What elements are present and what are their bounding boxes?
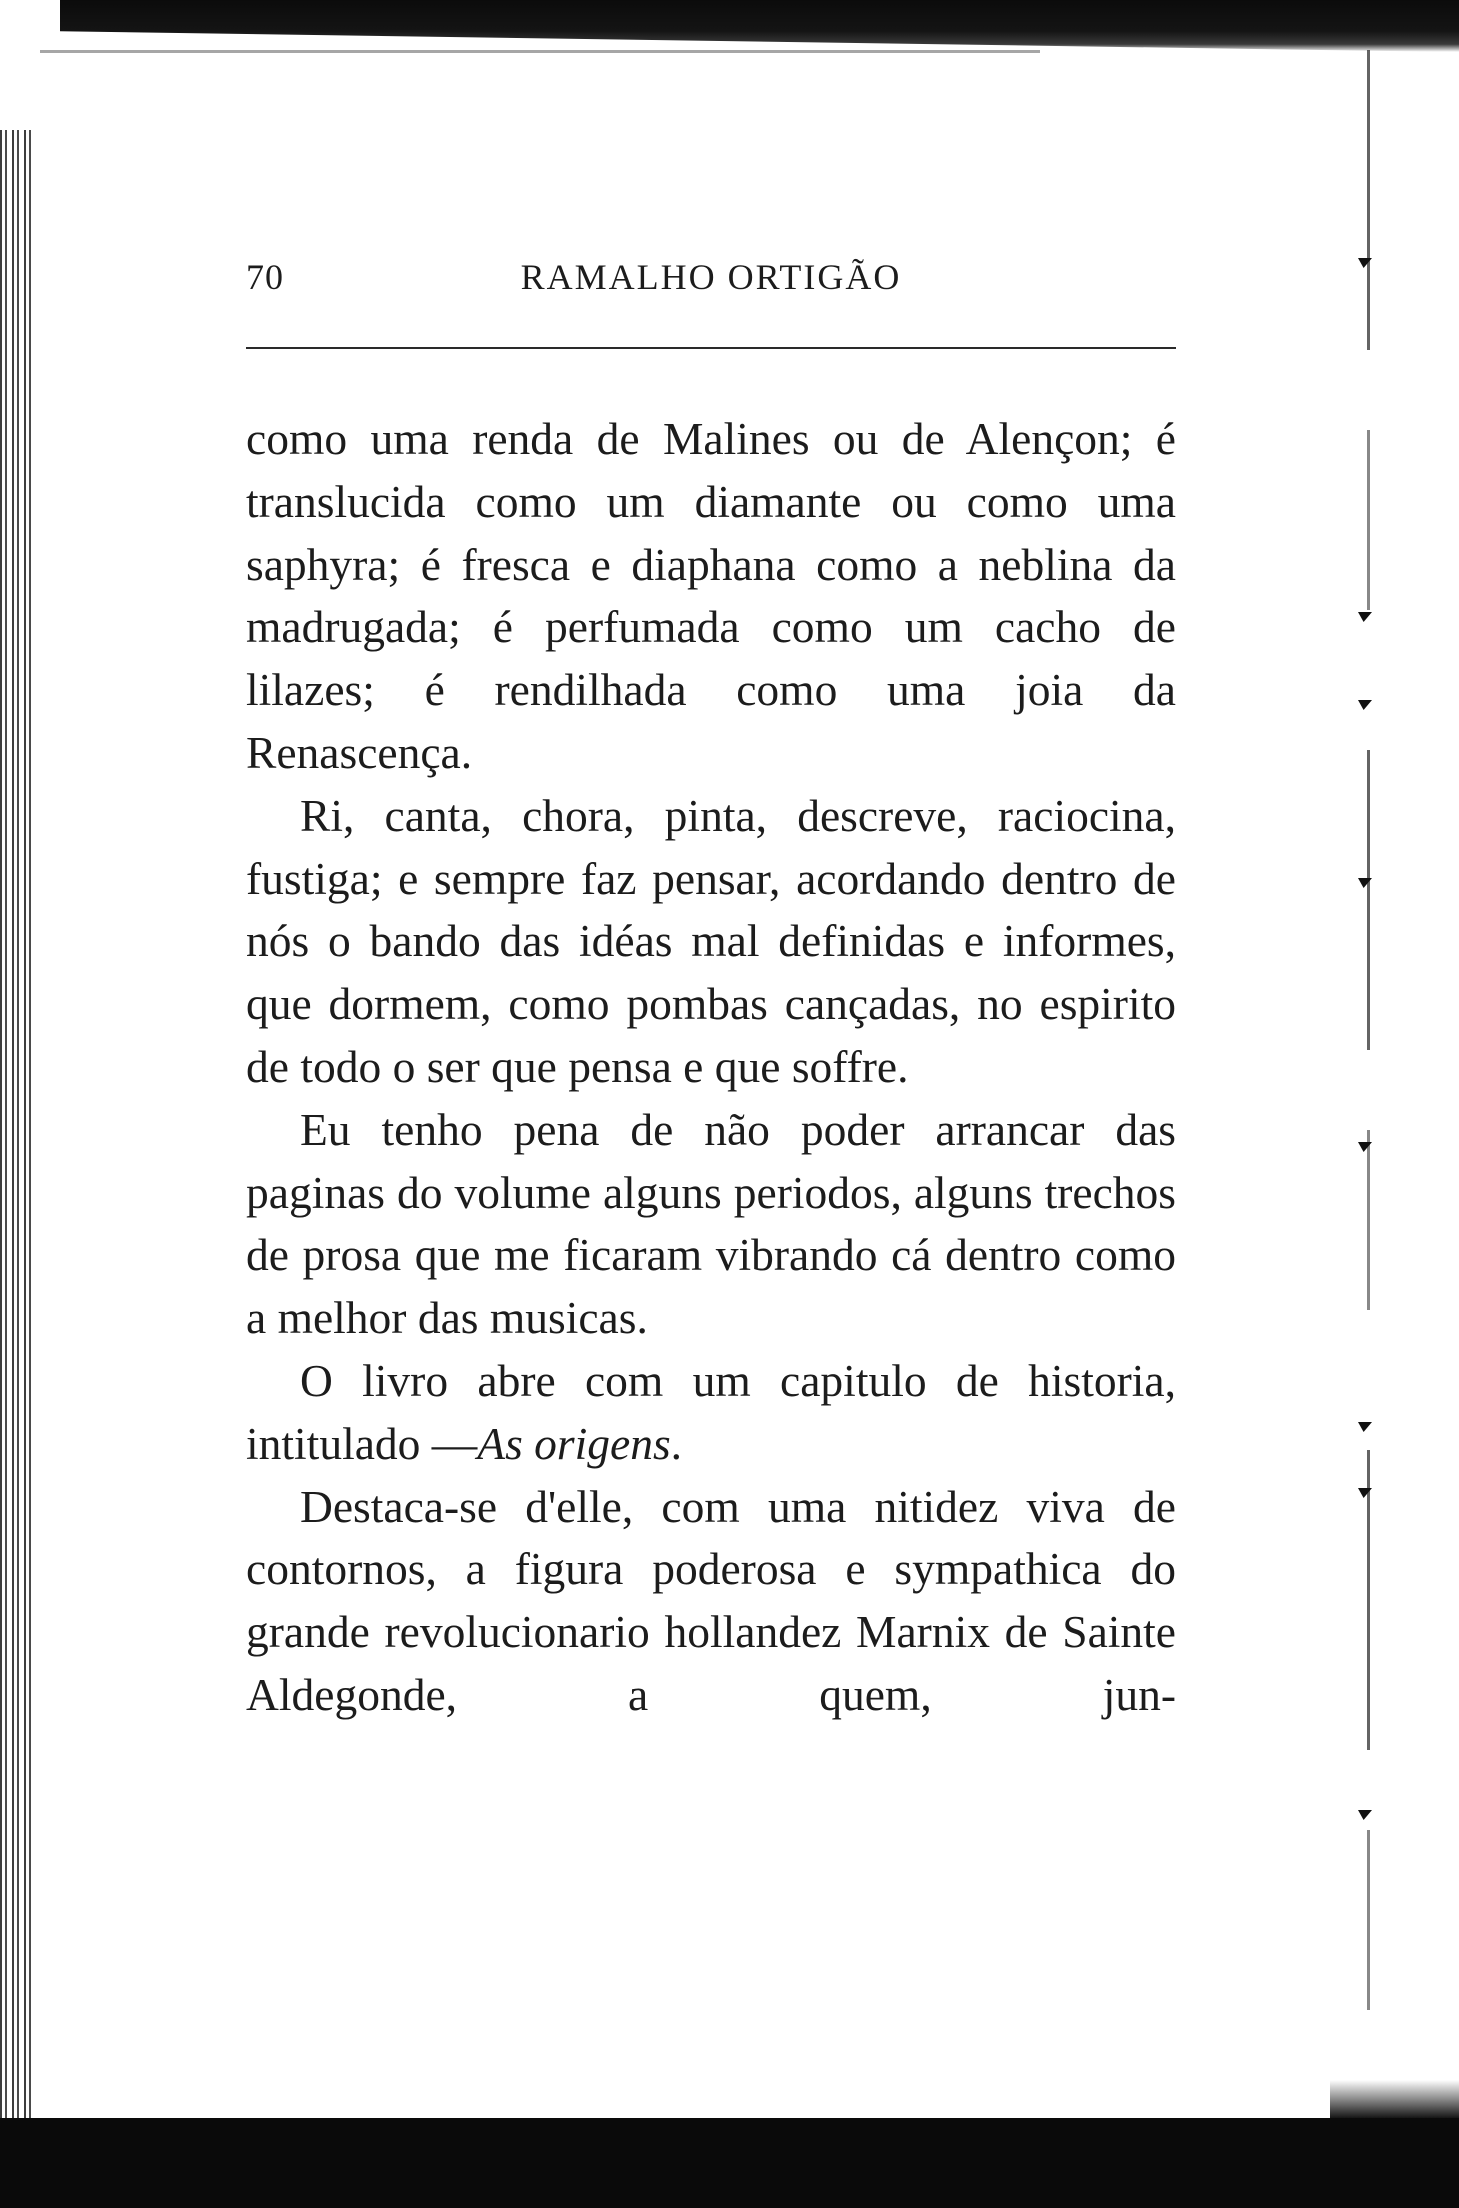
paragraph-2: Ri, canta, chora, pinta, descreve, raciocina, fustiga; e sempre faz pensar, acordando dentro de nós o bando das idéas mal definidas e informes, que dormem, como pombas cançadas, no espirito de todo o ser que pensa e que soffre.	[246, 789, 1176, 1092]
paragraph-4-end: .	[670, 1417, 683, 1469]
header-rule	[246, 347, 1176, 349]
scan-right-edge	[1367, 50, 1370, 2050]
paragraph-1: como uma renda de Malines ou de Alençon; é translucida como um diamante ou como uma saphyra; é fresca e diaphana como a neblina da madrugada; é perfumada como um cacho de lilazes; é rendilhada como uma joia da Renascença.	[246, 413, 1176, 778]
scan-top-line	[40, 50, 1040, 53]
paragraph-4-text: O livro abre com um capitulo de historia, intitulado —	[246, 1354, 1176, 1469]
scan-left-edge	[0, 130, 34, 2130]
running-title: RAMALHO ORTIGÃO	[520, 257, 902, 297]
scan-bottom-fade	[1330, 2080, 1459, 2120]
page-number: 70	[246, 257, 284, 297]
paragraph-5: Destaca-se d'elle, com uma nitidez viva de contornos, a figura poderosa e sympathica do grande revolucionario hollandez Marnix de Sainte Aldegonde, a quem, jun-	[246, 1480, 1176, 1720]
paragraph-4	[246, 1350, 1176, 1476]
scan-top-border	[60, 0, 1459, 52]
body-text	[246, 408, 1176, 1727]
paragraph-3: Eu tenho pena de não poder arrancar das paginas do volume alguns periodos, alguns trechos de prosa que me ficaram vibrando cá dentro como a melhor das musicas.	[246, 1103, 1176, 1344]
scan-bottom-border	[0, 2118, 1459, 2208]
paragraph-4-italic: As origens	[477, 1417, 671, 1469]
page-header	[246, 256, 1176, 306]
